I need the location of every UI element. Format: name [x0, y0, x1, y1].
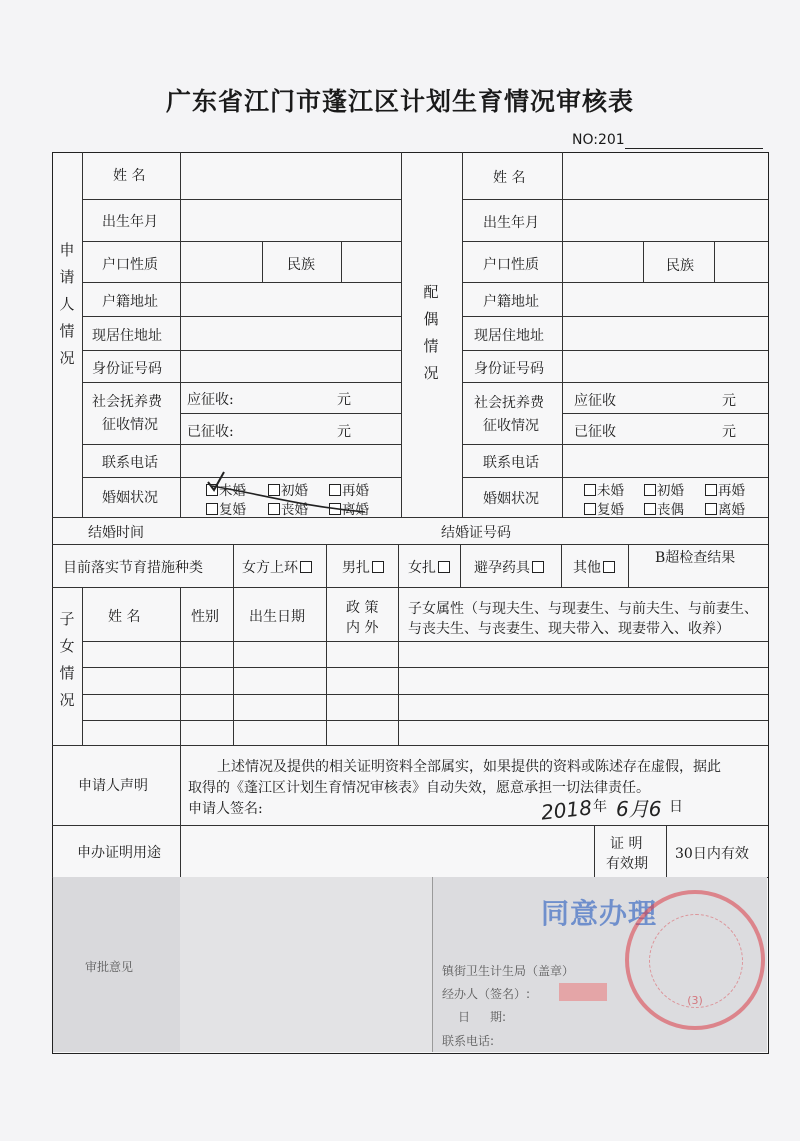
- validity-label: 证 明: [610, 836, 643, 852]
- applicant-phone-label: 联系电话: [102, 455, 158, 471]
- applicant-ethnic-label: 民族: [287, 257, 315, 273]
- handler-name-seal-icon: [559, 983, 607, 1001]
- spouse-id-label: 身份证号码: [474, 361, 544, 377]
- official-seal-icon: (3): [625, 890, 765, 1030]
- spouse-opt-remarry[interactable]: 再婚: [705, 479, 745, 499]
- spouse-fee-paid: 已征收: [574, 424, 616, 440]
- measure-option-iud[interactable]: 女方上环: [242, 557, 313, 577]
- applicant-opt-unmarried[interactable]: 未婚: [206, 479, 246, 499]
- children-col-sex: 性别: [191, 609, 219, 625]
- document-number-underline: [625, 148, 763, 149]
- applicant-fee-due: 应征收:: [187, 392, 234, 408]
- approval-phone-label: 联系电话:: [442, 1034, 495, 1048]
- date-year-label: 年: [593, 799, 607, 815]
- purpose-label: 申办证明用途: [77, 845, 161, 861]
- measure-option-contraceptives[interactable]: 避孕药具: [474, 557, 545, 577]
- document-title: 广东省江门市蓬江区计划生育情况审核表: [165, 87, 634, 116]
- spouse-opt-reunion[interactable]: 复婚: [584, 498, 624, 518]
- spouse-birth-label: 出生年月: [483, 215, 539, 231]
- spouse-ethnic-label: 民族: [666, 258, 694, 274]
- checkbox-icon: [705, 503, 717, 515]
- approval-divider: [432, 877, 433, 1052]
- validity-value: 30日内有效: [675, 846, 749, 862]
- date-day-label: 日: [669, 799, 683, 815]
- checkbox-icon: [603, 561, 615, 573]
- applicant-opt-widowed[interactable]: 丧婚: [268, 498, 308, 518]
- spouse-fee-paid-unit: 元: [722, 424, 736, 440]
- spouse-opt-divorced[interactable]: 离婚: [705, 498, 745, 518]
- checkbox-icon: [584, 503, 596, 515]
- applicant-opt-first[interactable]: 初婚: [268, 479, 308, 499]
- children-col-policy: 政 策: [346, 600, 379, 616]
- applicant-opt-divorced[interactable]: 离婚: [329, 498, 369, 518]
- approval-date-label: 日: [458, 1010, 471, 1024]
- approval-blank-cell: [180, 877, 432, 1052]
- applicant-residence-label: 现居住地址: [92, 328, 162, 344]
- checkbox-icon: [644, 484, 656, 496]
- spouse-fee-label: 社会抚养费: [474, 395, 544, 411]
- applicant-opt-reunion[interactable]: 复婚: [206, 498, 246, 518]
- children-col-name: 姓 名: [108, 609, 141, 625]
- checkbox-icon: [705, 484, 717, 496]
- applicant-id-label: 身份证号码: [92, 361, 162, 377]
- approval-handler-label: 经办人（签名）:: [442, 987, 531, 1001]
- signature-label: 申请人签名:: [188, 801, 263, 817]
- applicant-fee-paid-unit: 元: [337, 424, 351, 440]
- approval-office-label: 镇街卫生计生局（盖章）: [442, 964, 575, 978]
- applicant-opt-remarry[interactable]: 再婚: [329, 479, 369, 499]
- applicant-address-label: 户籍地址: [102, 294, 158, 310]
- measure-option-male-sterilization[interactable]: 男扎: [342, 557, 385, 577]
- declaration-text-line1: 上述情况及提供的相关证明资料全部属实，如果提供的资料或陈述存在虚假，据此: [217, 759, 721, 775]
- applicant-name-label: 姓 名: [113, 168, 146, 184]
- applicant-fee-due-unit: 元: [337, 392, 351, 408]
- approval-date-label-2: 期:: [490, 1010, 507, 1024]
- applicant-fee-label: 社会抚养费: [92, 394, 162, 410]
- children-col-policy-2: 内 外: [346, 620, 379, 636]
- handwritten-year: 2018: [539, 795, 594, 825]
- spouse-opt-unmarried[interactable]: 未婚: [584, 479, 624, 499]
- spouse-fee-label-2: 征收情况: [483, 418, 539, 434]
- spouse-fee-due: 应征收: [574, 393, 616, 409]
- spouse-name-label: 姓 名: [493, 170, 526, 186]
- spouse-marital-label: 婚姻状况: [483, 491, 539, 507]
- spouse-section-label: 配 偶 情 况: [423, 283, 439, 382]
- applicant-fee-paid: 已征收:: [187, 424, 234, 440]
- document-number: NO:201: [572, 132, 625, 148]
- b-ultrasound-label: B超检查结果: [655, 550, 736, 566]
- spouse-fee-due-unit: 元: [722, 393, 736, 409]
- checkbox-icon: [644, 503, 656, 515]
- applicant-hukou-label: 户口性质: [102, 257, 158, 273]
- spouse-address-label: 户籍地址: [483, 294, 539, 310]
- children-section-label: 子 女 情 况: [59, 610, 75, 709]
- handwritten-check-mark: [200, 468, 370, 518]
- children-col-attributes-2: 与丧夫生、与丧妻生、现夫带入、现妻带入、收养）: [408, 621, 730, 637]
- spouse-opt-first[interactable]: 初婚: [644, 479, 684, 499]
- measure-option-female-sterilization[interactable]: 女扎: [408, 557, 451, 577]
- handwritten-month-day: 6月6: [616, 797, 662, 821]
- children-col-birth: 出生日期: [249, 609, 305, 625]
- measure-option-other[interactable]: 其他: [573, 557, 616, 577]
- marriage-cert-label: 结婚证号码: [441, 525, 511, 541]
- approved-stamp: 同意办理: [541, 897, 658, 930]
- applicant-fee-label-2: 征收情况: [102, 417, 158, 433]
- applicant-birth-label: 出生年月: [102, 214, 158, 230]
- checkbox-icon: [438, 561, 450, 573]
- declaration-text-line2: 取得的《蓬江区计划生育情况审核表》自动失效，愿意承担一切法律责任。: [188, 780, 650, 796]
- spouse-hukou-label: 户口性质: [483, 257, 539, 273]
- declaration-label: 申请人声明: [78, 778, 148, 794]
- children-col-attributes: 子女属性（与现夫生、与现妻生、与前夫生、与前妻生、: [408, 601, 758, 617]
- checkbox-icon: [300, 561, 312, 573]
- spouse-opt-widowed[interactable]: 丧偶: [644, 498, 684, 518]
- marriage-time-label: 结婚时间: [88, 525, 144, 541]
- checkbox-icon: [532, 561, 544, 573]
- spouse-residence-label: 现居住地址: [474, 328, 544, 344]
- spouse-phone-label: 联系电话: [483, 455, 539, 471]
- validity-label-2: 有效期: [606, 856, 648, 872]
- applicant-marital-label: 婚姻状况: [102, 490, 158, 506]
- approval-label: 审批意见: [85, 960, 134, 974]
- measures-label: 目前落实节育措施种类: [63, 560, 203, 576]
- checkbox-icon: [372, 561, 384, 573]
- applicant-section-label: 申 请 人 情 况: [59, 241, 75, 367]
- checkbox-icon: [584, 484, 596, 496]
